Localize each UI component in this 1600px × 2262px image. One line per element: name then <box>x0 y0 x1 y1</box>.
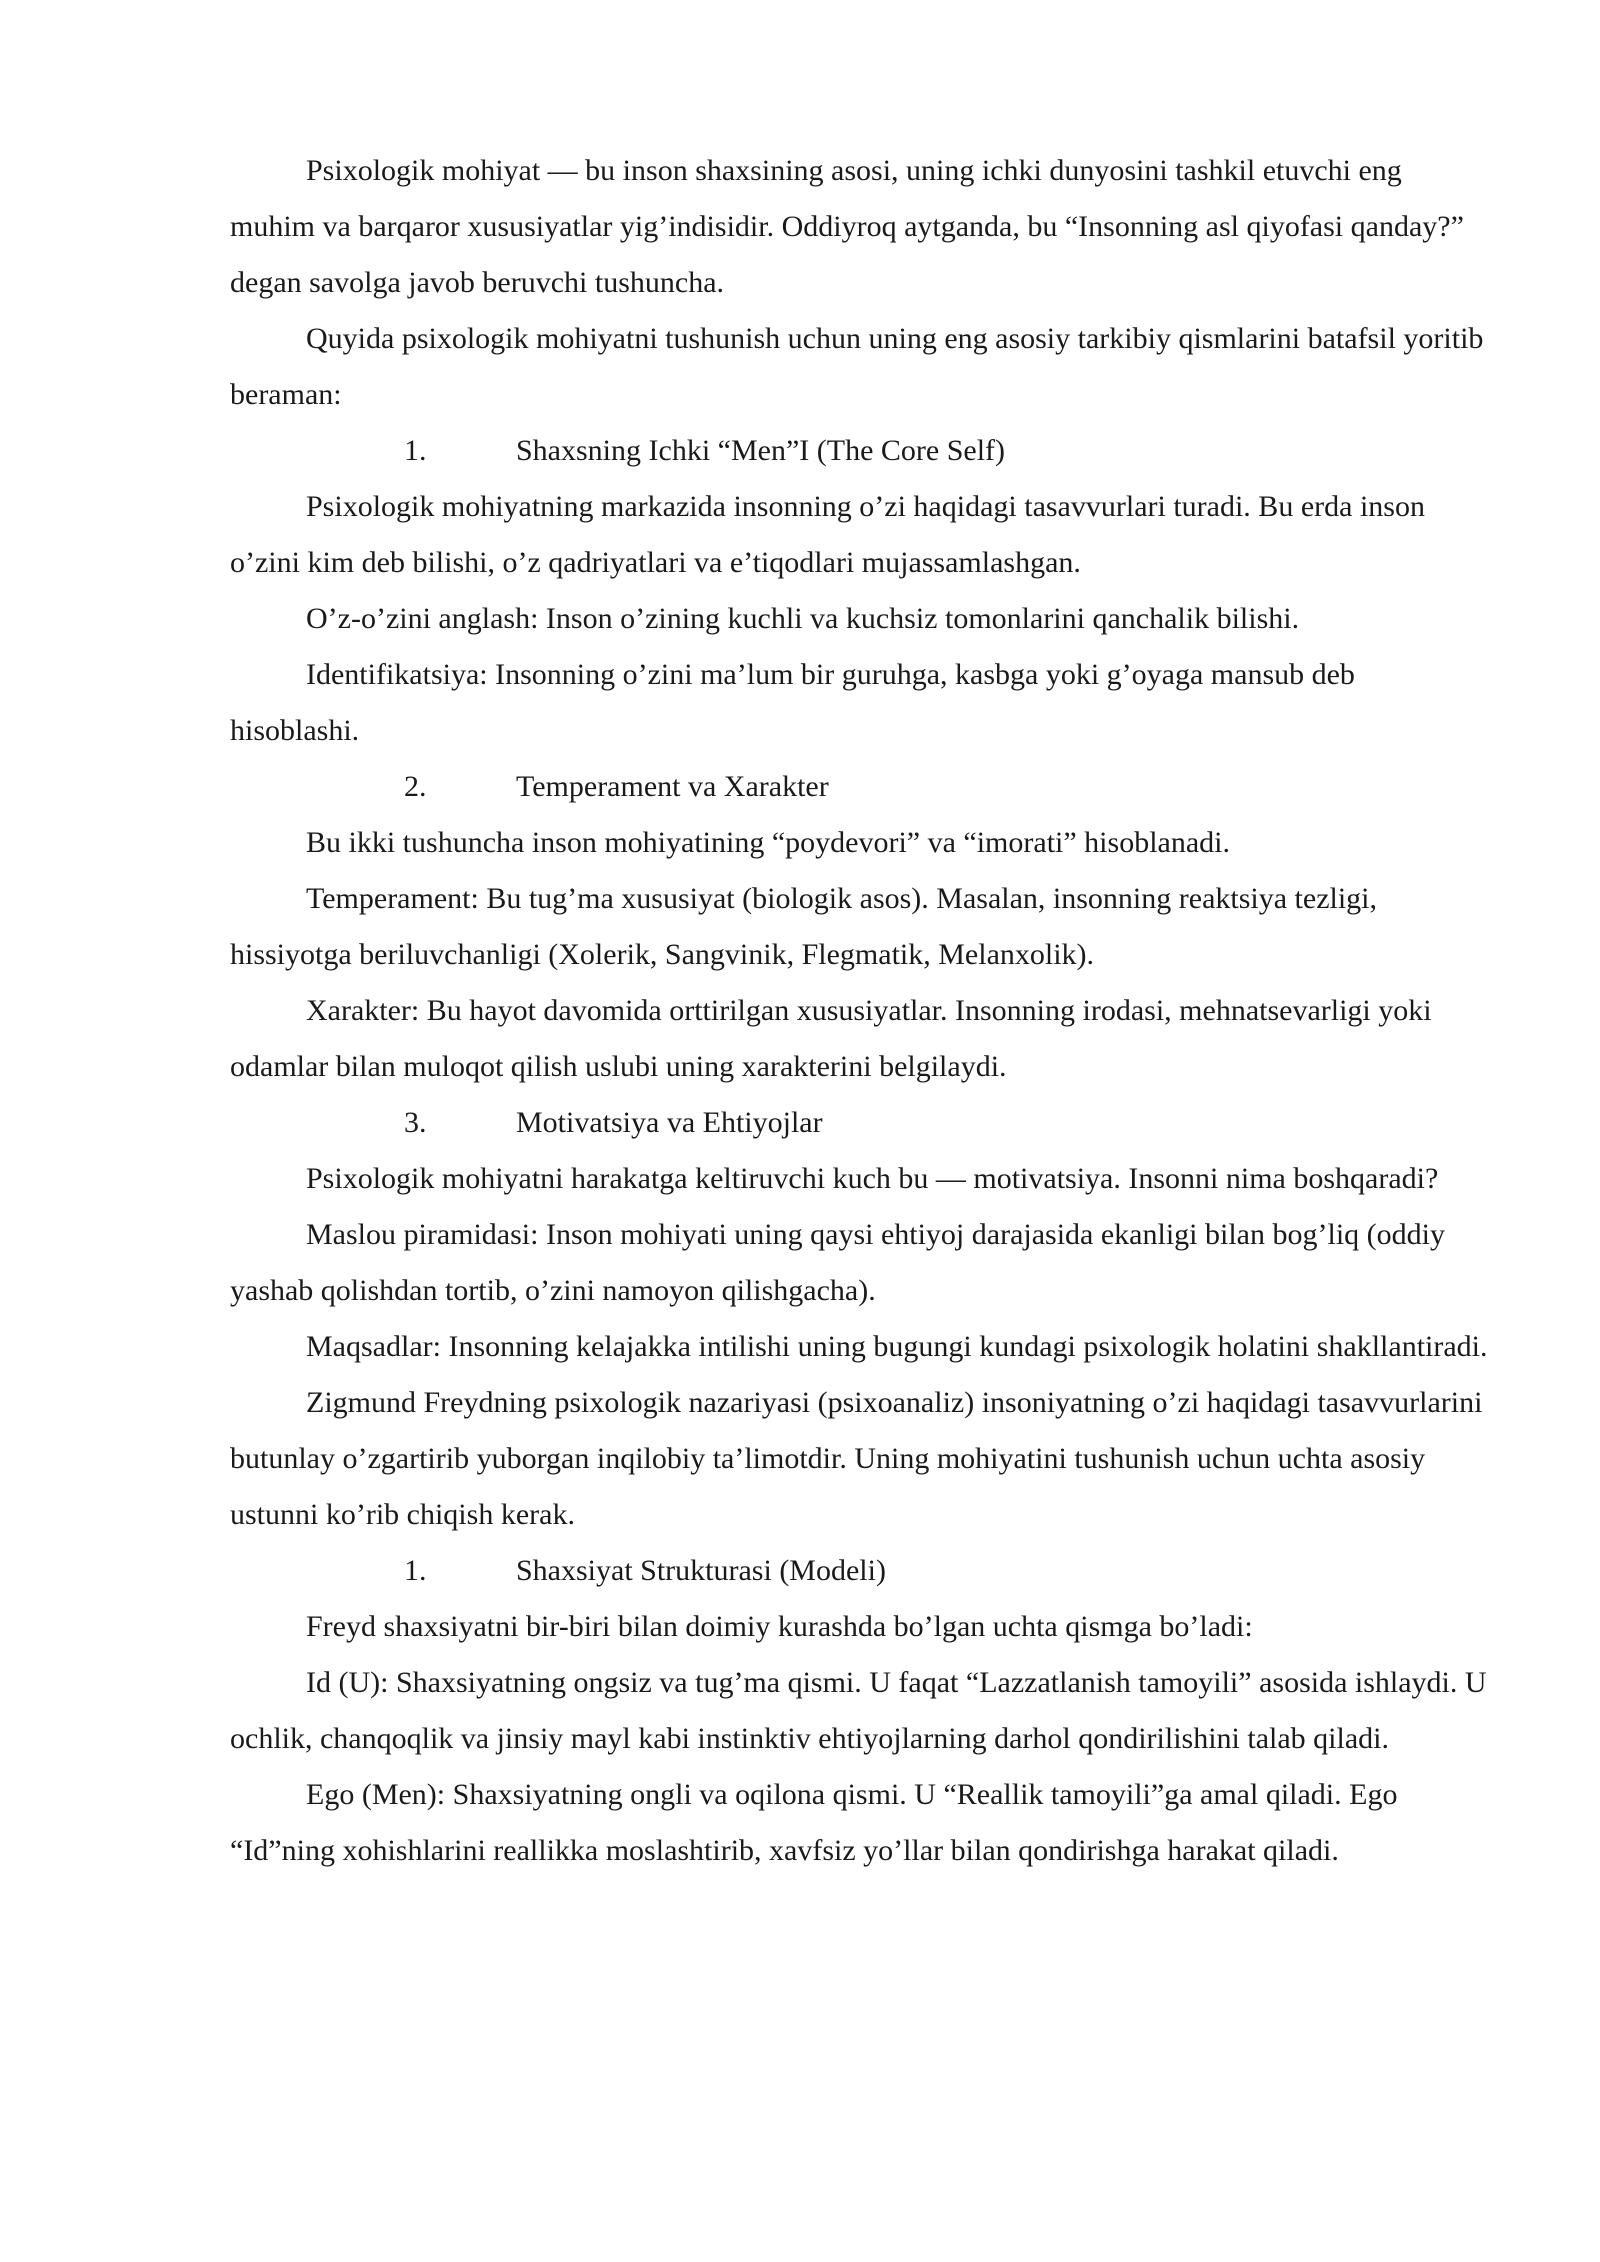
section-heading <box>230 423 1490 479</box>
section-title: Shaxsiyat Strukturasi (Modeli) <box>516 1554 886 1587</box>
paragraph: Identifikatsiya: Insonning o’zini ma’lum bir guruhga, kasbga yoki g’oyaga mansub deb hisoblashi. <box>230 658 1355 747</box>
paragraph: Quyida psixologik mohiyatni tushunish uchun uning eng asosiy tarkibiy qismlarini batafsil yoritib beraman: <box>230 322 1484 411</box>
paragraph: Maqsadlar: Insonning kelajakka intilishi uning bugungi kundagi psixologik holatini shakllantiradi. <box>306 1330 1488 1363</box>
paragraph: O’z-o’zini anglash: Inson o’zining kuchli va kuchsiz tomonlarini qanchalik bilishi. <box>306 602 1300 635</box>
section-title: Temperament va Xarakter <box>516 770 829 803</box>
section-number: 3. <box>404 1106 427 1139</box>
paragraph: Freyd shaxsiyatni bir-biri bilan doimiy kurashda bo’lgan uchta qismga bo’ladi: <box>306 1610 1253 1643</box>
paragraph: Xarakter: Bu hayot davomida orttirilgan xususiyatlar. Insonning irodasi, mehnatsevarligi yoki odamlar bilan muloqot qilish uslubi uning xarakterini belgilaydi. <box>230 994 1432 1083</box>
paragraph: Psixologik mohiyat — bu inson shaxsining asosi, uning ichki dunyosini tashkil etuvchi eng muhim va barqaror xususiyatlar yig’indisidir. Oddiyroq aytganda, bu “Insonning asl qiyofasi qanday?” degan savolga javob beruvchi tushuncha. <box>230 154 1464 299</box>
section-heading <box>230 1095 1490 1151</box>
paragraph: Ego (Men): Shaxsiyatning ongli va oqilona qismi. U “Reallik tamoyili”ga amal qiladi. Ego “Id”ning xohishlarini reallikka moslashtirib, xavfsiz yo’llar bilan qondirishga harakat qiladi. <box>230 1778 1398 1867</box>
paragraph: Psixologik mohiyatning markazida insonning o’zi haqidagi tasavvurlari turadi. Bu erda inson o’zini kim deb bilishi, o’z qadriyatlari va e’tiqodlari mujassamlashgan. <box>230 490 1425 579</box>
section-number: 1. <box>404 434 427 467</box>
section-title: Shaxsning Ichki “Men”I (The Core Self) <box>516 434 1006 467</box>
paragraph: Id (U): Shaxsiyatning ongsiz va tug’ma qismi. U faqat “Lazzatlanish tamoyili” asosida ishlaydi. U ochlik, chanqoqlik va jinsiy mayl kabi instinktiv ehtiyojlarning darhol qondirilishini talab qiladi. <box>230 1666 1487 1755</box>
paragraph: Maslou piramidasi: Inson mohiyati uning qaysi ehtiyoj darajasida ekanligi bilan bog’liq (oddiy yashab qolishdan tortib, o’zini namoyon qilishgacha). <box>230 1218 1445 1307</box>
document-body <box>230 143 1490 1879</box>
section-number: 1. <box>404 1554 427 1587</box>
paragraph: Temperament: Bu tug’ma xususiyat (biologik asos). Masalan, insonning reaktsiya tezligi, hissiyotga beriluvchanligi (Xolerik, Sangvinik, Flegmatik, Melanxolik). <box>230 882 1378 971</box>
section-heading <box>230 1543 1490 1599</box>
paragraph: Bu ikki tushuncha inson mohiyatining “poydevori” va “imorati” hisoblanadi. <box>306 826 1230 859</box>
paragraph: Psixologik mohiyatni harakatga keltiruvchi kuch bu — motivatsiya. Insonni nima boshqaradi? <box>306 1162 1439 1195</box>
section-heading <box>230 759 1490 815</box>
section-title: Motivatsiya va Ehtiyojlar <box>516 1106 823 1139</box>
paragraph: Zigmund Freydning psixologik nazariyasi (psixoanaliz) insoniyatning o’zi haqidagi tasavvurlarini butunlay o’zgartirib yuborgan inqilobiy ta’limotdir. Uning mohiyatini tushunish uchun uchta asosiy ustunni ko’rib chiqish kerak. <box>230 1386 1483 1531</box>
section-number: 2. <box>404 770 427 803</box>
